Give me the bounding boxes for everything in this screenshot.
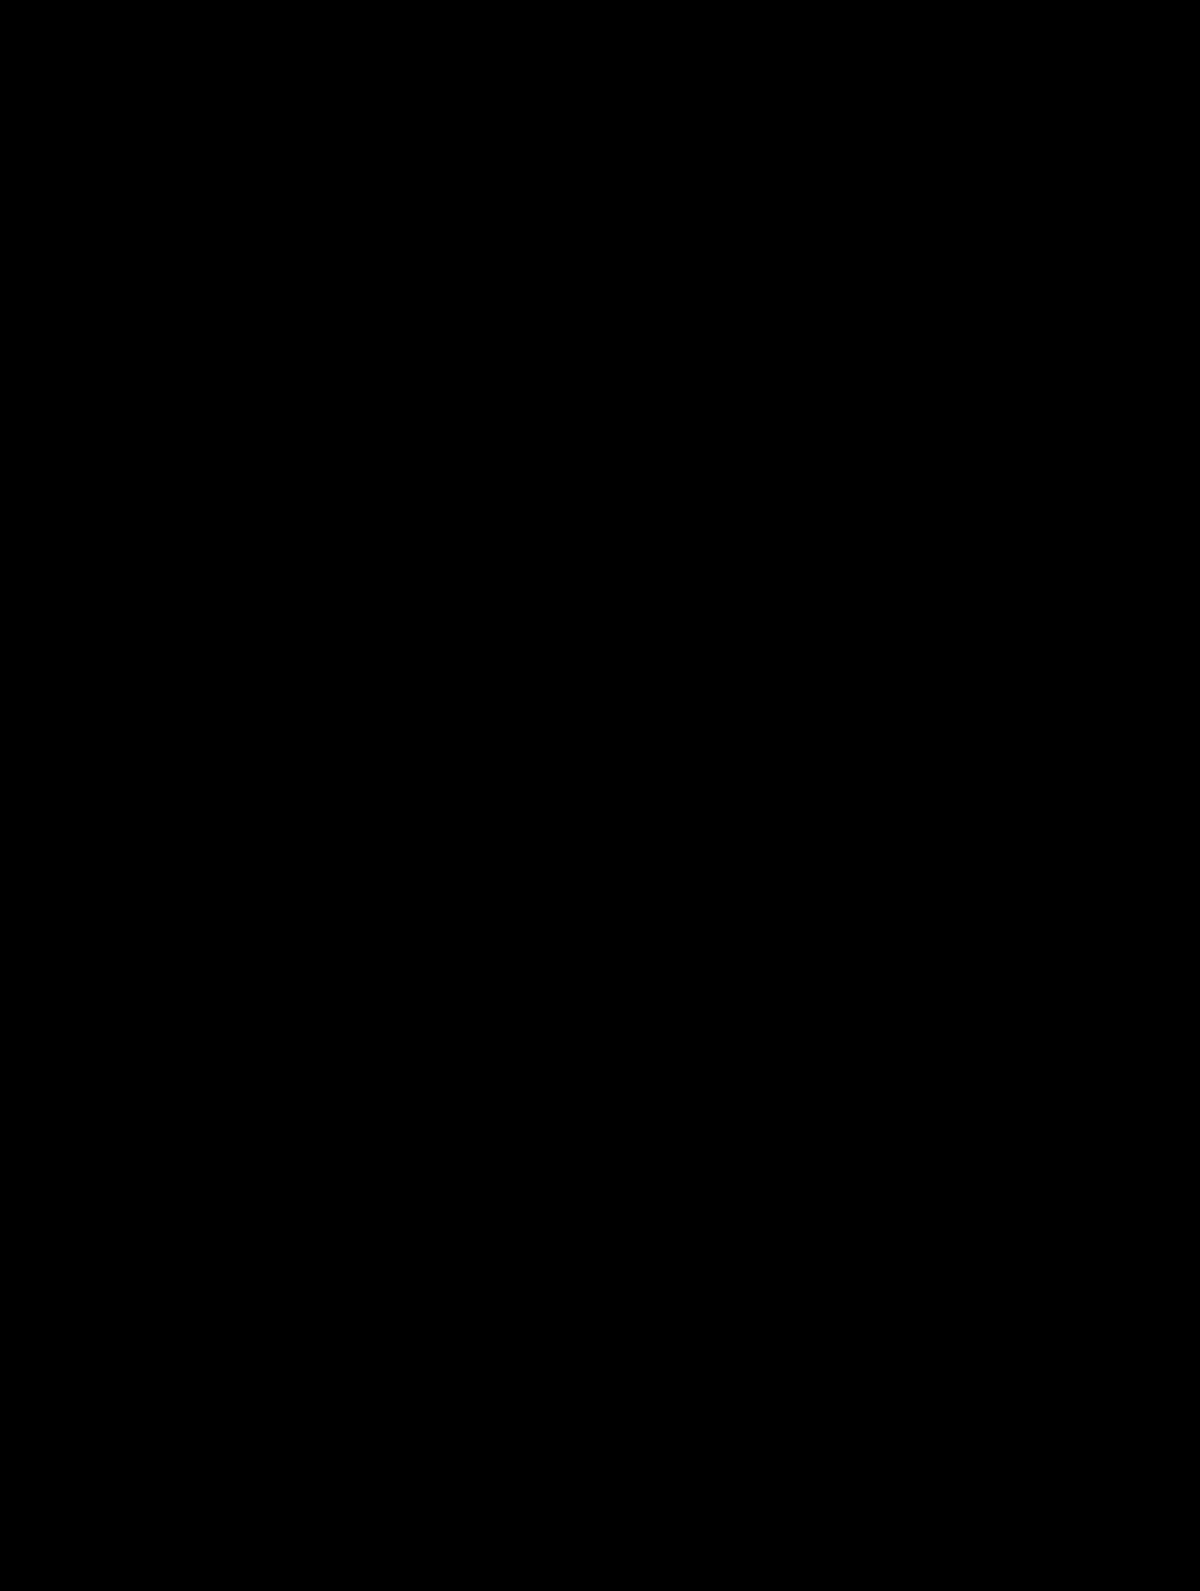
- divider-under-calories: [36, 349, 1164, 365]
- table-row: [36, 805, 1164, 848]
- table-row: [36, 705, 1164, 748]
- row-divider: [36, 550, 1164, 553]
- table-row: [36, 1078, 1164, 1119]
- table-row: [36, 555, 1164, 598]
- vitamin-name: Potassium 176mg: [36, 1083, 275, 1114]
- nutrient-dv: 4%: [1118, 710, 1162, 743]
- row-divider: [36, 977, 1164, 980]
- calories-per-gram-values: Fat 9 • Carbohydrate 4 • Protein 4: [434, 1234, 766, 1257]
- calories-per-gram-label: Calories per gram:: [36, 1194, 222, 1217]
- amount-per-serving-label: Amount Per Serving: [36, 236, 286, 266]
- divider-thick-vitamins: [36, 902, 1164, 930]
- divider-under-title: [36, 98, 1164, 104]
- nutrient-list: [36, 405, 1164, 898]
- divider-footnote: [36, 1121, 1164, 1127]
- nutrient-name: Trans Fat 0g: [78, 510, 255, 543]
- serving-size-label: Serving Size:: [36, 155, 275, 197]
- row-divider: [36, 850, 1164, 853]
- row-divider: [36, 800, 1164, 803]
- table-row: [36, 982, 1164, 1023]
- nutrient-dv: 0%: [1118, 810, 1162, 843]
- serving-size-row: [36, 152, 1164, 200]
- divider-thick-top: [36, 204, 1164, 232]
- vitamin-list: [36, 934, 1164, 1119]
- vitamin-dv: 4%: [1123, 1083, 1164, 1114]
- table-row: [36, 1030, 1164, 1071]
- nutrient-name: Sodium 390mg: [36, 610, 250, 643]
- table-row: [36, 405, 1164, 448]
- vitamin-dv: 2%: [1123, 987, 1164, 1018]
- table-row: [36, 934, 1164, 975]
- vitamin-dv: 20%: [1107, 1035, 1164, 1066]
- nutrient-name: Dietary Fiber 1g: [78, 710, 305, 743]
- nutrient-name: Includes 0g Added Sugars: [122, 810, 498, 843]
- table-row: [36, 605, 1164, 648]
- row-divider: [36, 750, 1164, 753]
- divider-dv-header: [36, 400, 1164, 403]
- row-divider: [36, 600, 1164, 603]
- nutrition-facts-label: [14, 6, 1186, 1392]
- page-title: NUTRITION FACTS: [171, 14, 1029, 94]
- table-row: [36, 455, 1164, 498]
- nutrient-dv: 0%: [1118, 560, 1162, 593]
- vitamin-name: Iron 4mg: [36, 1035, 155, 1066]
- servings-per-container: Approx. 28 Servings per Container: [36, 108, 662, 150]
- vitamin-dv: 0%: [1123, 939, 1164, 970]
- nutrient-name: Saturated Fat 0g: [78, 460, 314, 493]
- nutrient-dv: 40%: [1101, 860, 1162, 893]
- row-divider: [36, 1025, 1164, 1028]
- row-divider: [36, 1073, 1164, 1076]
- calories-label: CALORIES: [36, 269, 390, 347]
- table-row: [36, 755, 1164, 798]
- row-divider: [36, 700, 1164, 703]
- nutrient-name: Total Sugars 0g: [78, 760, 301, 793]
- table-row: [36, 655, 1164, 698]
- row-divider: [36, 500, 1164, 503]
- vitamin-name: Vitamin D 0mcg: [36, 939, 246, 970]
- calories-value: 110: [1037, 258, 1164, 349]
- row-divider: [36, 450, 1164, 453]
- daily-value-header: % Daily Value**: [974, 368, 1162, 398]
- daily-value-footnote: ** The % Daily Value (DV) tells you how much a nutrient in a serving of food contributes to a daily diet. 2000 calories a day is used for general nutrition advice.: [36, 1134, 1107, 1183]
- nutrient-name: Cholesterol 0mg: [36, 560, 272, 593]
- nutrient-dv: 17%: [1101, 610, 1162, 643]
- table-row: [36, 855, 1164, 898]
- nutrient-dv: 0%: [1118, 460, 1162, 493]
- nutrient-name: Total Carbohydrate 5g: [36, 660, 353, 693]
- nutrient-name: Total Fat 1.5g: [36, 410, 228, 443]
- table-row: [36, 505, 1164, 548]
- nutrient-name: Protein 20g: [36, 860, 200, 893]
- nutrient-dv: 2%: [1118, 410, 1162, 443]
- nutrient-dv: 2%: [1118, 660, 1162, 693]
- vitamin-name: Calcium 35mg: [36, 987, 226, 1018]
- serving-size-value: 1 Rounded Scoop (32.5 grams): [600, 155, 1158, 197]
- row-divider: [36, 650, 1164, 653]
- calories-row: [36, 258, 1164, 349]
- ingredients-text: Ingredients: Vegan Protein (Pea Protein Concentrate, Organic Pumpkin Protein, Watermelon Seed Protein), Natural and Artificial Flavors, Sunflower Creamer (High Oleic Sunflower Oil, Tapioca Starch, Tapioca Dextrin, Natural Flavors, Mixed Tocopherols), Salt, Xanthan Gum, Sucralose, Acesulfame Potassium: [34, 1424, 1166, 1568]
